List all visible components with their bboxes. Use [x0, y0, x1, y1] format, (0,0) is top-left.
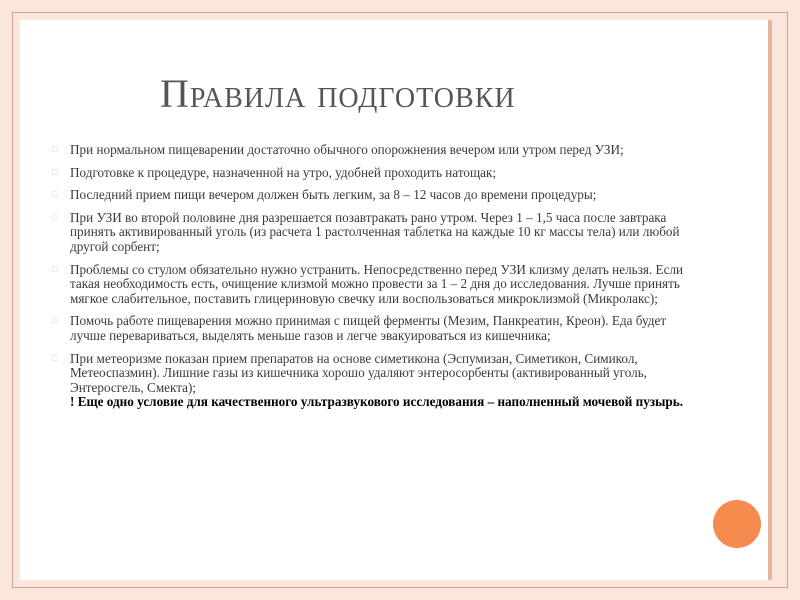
list-item-text: Помочь работе пищеварения можно принимая с пищей ферменты (Мезим, Панкреатин, Креон). Еда будет лучше перевариваться, выделять меньше газов и легче эвакуироваться из кишечника;	[70, 313, 667, 343]
bullet-icon: □	[52, 144, 58, 154]
bullet-icon: □	[52, 352, 58, 363]
list-item	[52, 143, 692, 158]
important-note: ! Еще одно условие для качественного ультразвукового исследования – наполненный мочевой пузырь.	[70, 394, 684, 410]
list-item-text: При УЗИ во второй половине дня разрешается позавтракать рано утром. Через 1 – 1,5 часа после завтрака принять активированный уголь (из расчета 1 растолченная таблетка на каждые 10 кг массы тела) или любой другой сорбент;	[70, 209, 680, 254]
list-item-text: При нормальном пищеварении достаточно обычного опорожнения вечером или утром перед УЗИ;	[70, 142, 624, 157]
bullet-icon: □	[52, 211, 58, 222]
list-item	[52, 188, 692, 203]
list-item	[52, 314, 692, 343]
list-item-text: При метеоризме показан прием препаратов на основе симетикона (Эспумизан, Симетикон, Симикол, Метеоспазмин). Лишние газы из кишечника хорошо удаляют энтеросорбенты (активированный уголь, Энтеросгель, Смекта);	[70, 350, 648, 395]
bullet-list	[52, 143, 692, 418]
decorative-circle	[713, 500, 761, 548]
list-item	[52, 211, 692, 255]
list-item-text: Последний прием пищи вечером должен быть легким, за 8 – 12 часов до времени процедуры;	[70, 187, 597, 203]
list-item	[52, 352, 692, 410]
bullet-icon: □	[52, 166, 58, 177]
slide-title: Правила подготовки	[160, 71, 516, 116]
bullet-icon: □	[52, 263, 58, 274]
list-item	[52, 263, 692, 307]
bullet-icon: □	[52, 315, 58, 326]
bullet-icon: □	[52, 189, 58, 200]
list-item-text: Подготовке к процедуре, назначенной на утро, удобней проходить натощак;	[70, 164, 497, 180]
list-item-text: Проблемы со стулом обязательно нужно устранить. Непосредственно перед УЗИ клизму делать нельзя. Если такая необходимость есть, очищение клизмой можно провести за 1 – 2 дня до исследования. Лучше принять мягкое слабительное, поставить глицериновую свечку или воспользоваться микроклизмой (Микролакс);	[70, 261, 684, 306]
list-item	[52, 166, 692, 181]
